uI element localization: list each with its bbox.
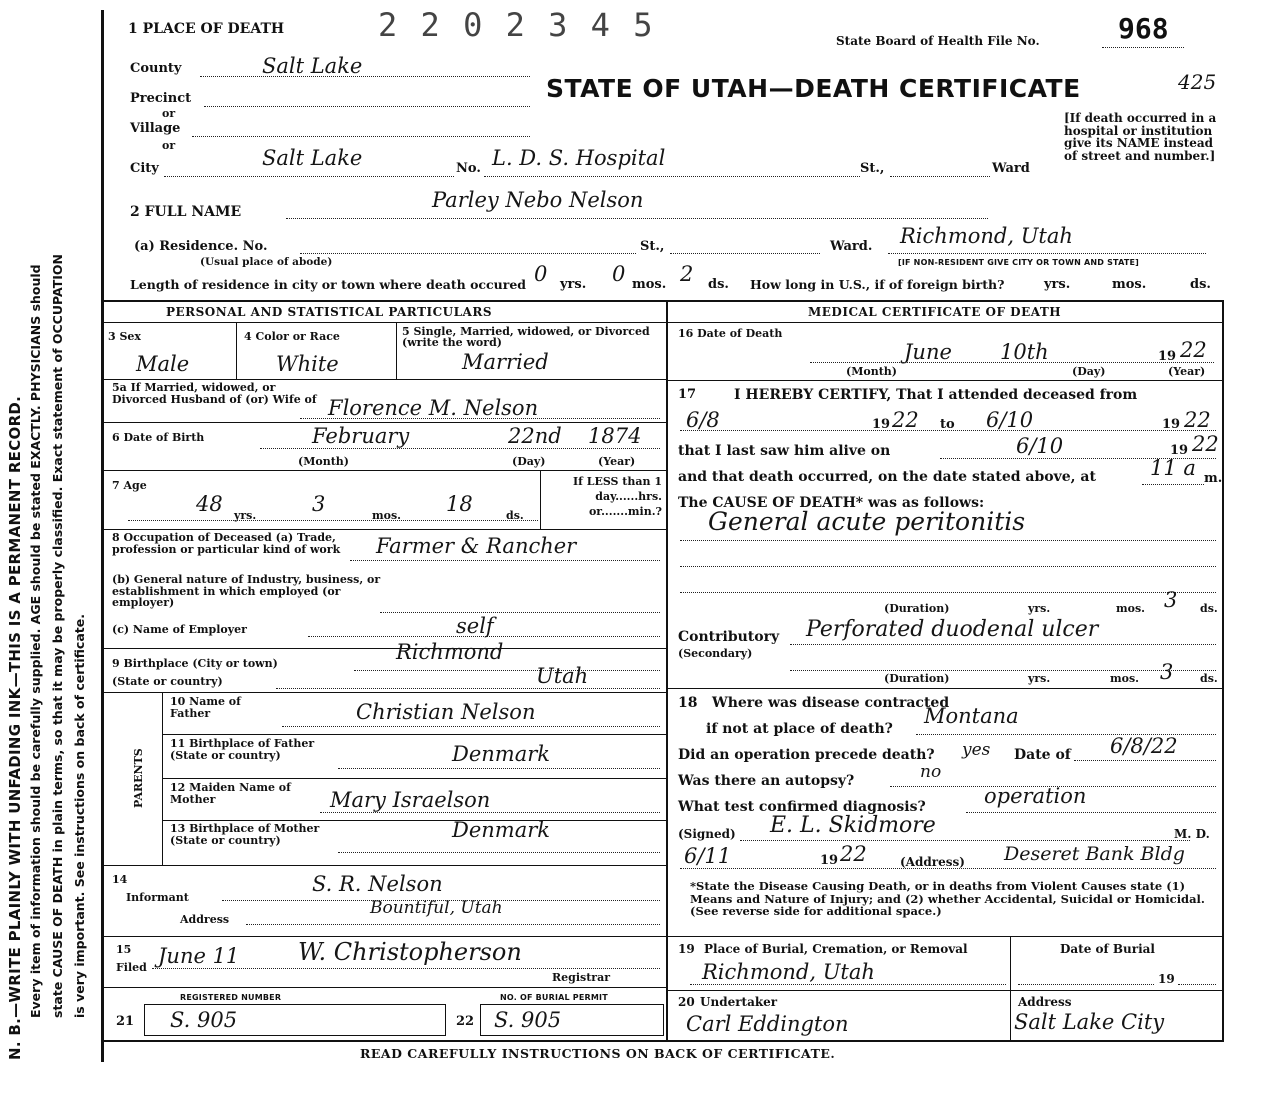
death-date-label: 16 Date of Death [678,327,783,340]
disease-contracted-label-2: if not at place of death? [706,721,893,737]
disease-contracted-value: Montana [924,704,1019,728]
attended-to-year-prefix: 19 [1162,417,1181,432]
contributory-cause-value: Perforated duodenal ulcer [806,617,1099,642]
color-race-label: 4 Color or Race [244,330,340,343]
certificate-title: STATE OF UTAH—DEATH CERTIFICATE [546,74,1081,103]
filed-number: 15 [116,943,132,956]
parents-label: PARENTS [132,748,145,808]
signed-year-prefix: 19 [820,853,839,868]
dob-month-value: February [312,424,410,448]
death-year-value: 22 [1180,338,1207,362]
dob-year-caption: (Year) [598,455,636,468]
age-less-than-day-label: If LESS than 1 day......hrs. or.......min.? [573,475,662,518]
burial-year-prefix: 19 [1158,972,1175,986]
death-time-value: 11 a [1150,456,1196,480]
certificate-number: 2 2 0 2 3 4 5 [378,6,655,44]
duration-value-2: 3 [1160,660,1174,684]
occupation-label: 8 Occupation of Deceased (a) Trade, profession or particular kind of work [112,531,341,556]
residence-yrs-value: 0 [534,262,548,286]
residence-mos-value: 0 [612,262,626,286]
birthplace-city-value: Richmond [396,640,504,664]
last-saw-label: that I last saw him alive on [678,443,891,459]
residence-mos-label: mos. [632,277,667,292]
time-in-us-label: How long in U.S., if of foreign birth? [750,277,1005,292]
signed-year-value: 22 [840,842,867,866]
city-label: City [130,161,159,176]
attended-to-year: 22 [1184,408,1211,432]
death-day-value: 10th [1000,340,1049,364]
attended-from-year: 22 [892,408,919,432]
place-of-death-label: 1 PLACE OF DEATH [128,21,285,37]
residence-sublabel: (Usual place of abode) [200,256,333,268]
test-confirmed-value: operation [984,784,1087,808]
secondary-label: (Secondary) [678,647,753,660]
residence-yrs-label: yrs. [560,277,587,292]
death-year-prefix: 19 [1158,349,1177,364]
county-label: County [130,61,182,76]
residence-label: (a) Residence. No. [134,239,268,254]
precinct-label: Precinct [130,91,192,106]
informant-address-value: Bountiful, Utah [370,898,503,918]
duration-label-2: (Duration) [884,672,950,685]
city-value: Salt Lake [262,146,363,170]
death-month-value: June [904,340,952,364]
last-saw-year-prefix: 19 [1170,443,1189,458]
residence-ds-label: ds. [708,277,729,292]
or-label-1: or [162,107,176,120]
signed-address-label: (Address) [900,855,965,869]
signed-label: (Signed) [678,827,736,841]
attended-from-date: 6/8 [686,408,720,432]
footer-instructions: READ CAREFULLY INSTRUCTIONS ON BACK OF CERTIFICATE. [360,1046,836,1061]
full-name-value: Parley Nebo Nelson [432,188,644,212]
spouse-label: 5a If Married, widowed, or Divorced Husband of (or) Wife of [112,381,317,406]
or-label-2: or [162,139,176,152]
burial-permit-value: S. 905 [494,1008,562,1032]
certify-number: 17 [678,387,697,402]
mother-name-value: Mary Israelson [330,788,491,812]
filed-label: Filed [116,961,147,974]
informant-number: 14 [112,873,128,886]
registered-number-prefix: 21 [116,1014,135,1029]
cause-of-death-value: General acute peritonitis [708,507,1026,536]
cause-of-death-label: The CAUSE OF DEATH* was as follows: [678,495,985,511]
employer-label: (c) Name of Employer [112,623,247,636]
marital-status-value: Married [462,350,549,374]
mother-birthplace-label: 13 Birthplace of Mother (State or country) [170,822,320,847]
us-ds-label: ds. [1190,277,1211,292]
personal-heading: PERSONAL AND STATISTICAL PARTICULARS [166,305,493,319]
file-no-label: State Board of Health File No. [836,34,1040,48]
margin-instruction-2: Every item of information should be carefully supplied. AGE should be stated EXACTLY. PHYSICIANS should [28,264,43,1018]
last-saw-year: 22 [1192,432,1219,456]
birthplace-state-value: Utah [536,664,589,688]
duration-ds-label-2: ds. [1200,672,1218,685]
occupation-value: Farmer & Rancher [376,534,577,558]
age-mos-value: 3 [312,492,326,516]
attended-to-date: 6/10 [986,408,1034,432]
center-divider-rule [666,302,668,1042]
burial-permit-label: NO. OF BURIAL PERMIT [500,993,608,1002]
death-time-label: and that death occurred, on the date stated above, at [678,469,1096,485]
dob-day-value: 22nd [508,424,562,448]
age-yrs-label: yrs. [234,509,257,522]
duration-ds-label-1: ds. [1200,602,1218,615]
dob-month-caption: (Month) [298,455,349,468]
duration-mos-label-2: mos. [1110,672,1139,685]
burial-place-label: Place of Burial, Cremation, or Removal [704,942,968,956]
duration-yrs-label-1: yrs. [1028,602,1051,615]
father-birthplace-value: Denmark [452,742,550,766]
full-name-label: 2 FULL NAME [130,204,242,220]
undertaker-label: Undertaker [700,995,778,1009]
operation-label: Did an operation precede death? [678,747,935,763]
marital-status-label: 5 Single, Married, widowed, or Divorced (write the word) [402,325,650,349]
age-ds-label: ds. [506,509,524,522]
residence-ds-value: 2 [680,262,694,286]
margin-instruction-4: is very important. See instructions on back of certificate. [72,614,87,1018]
county-value: Salt Lake [262,54,363,78]
street-no-label: No. [456,161,481,176]
residence-ward-value: Richmond, Utah [900,224,1073,248]
filed-date-value: June 11 [158,944,240,968]
nonresident-note: [IF NON-RESIDENT GIVE CITY OR TOWN AND STATE] [898,258,1140,267]
age-yrs-value: 48 [196,492,223,516]
file-no-value: 968 [1118,12,1169,45]
duration-value-1: 3 [1164,588,1178,612]
dob-day-caption: (Day) [512,455,546,468]
us-yrs-label: yrs. [1044,277,1071,292]
physician-signature: E. L. Skidmore [770,813,936,838]
industry-label: (b) General nature of Industry, business, or establishment in which employed (or employer) [112,573,381,609]
employer-value: self [456,614,494,638]
attended-to-label: to [940,417,955,432]
dob-label: 6 Date of Birth [112,431,205,444]
father-birthplace-label: 11 Birthplace of Father (State or country) [170,737,315,762]
undertaker-number: 20 [678,995,695,1009]
mother-birthplace-value: Denmark [452,818,550,842]
dob-year-value: 1874 [588,424,642,448]
burial-permit-prefix: 22 [456,1014,475,1029]
burial-number: 19 [678,942,695,956]
signed-address-value: Deseret Bank Bldg [1004,843,1185,865]
birthplace-label: 9 Birthplace (City or town) [112,657,278,670]
death-month-caption: (Month) [846,365,897,378]
death-day-caption: (Day) [1072,365,1106,378]
contributory-label: Contributory [678,629,780,645]
ward-label: Ward [992,161,1030,176]
md-label: M. D. [1174,827,1210,841]
mother-name-label: 12 Maiden Name of Mother [170,781,291,806]
disease-contracted-label: Where was disease contracted [712,695,950,711]
father-name-value: Christian Nelson [356,700,536,724]
operation-value: yes [962,740,991,760]
title-annotation: 425 [1178,70,1217,94]
hospital-note: [If death occurred in a hospital or institution give its NAME instead of street and number.] [1064,111,1217,163]
disease-contracted-number: 18 [678,695,698,711]
residence-st-label: St., [640,239,665,254]
residence-ward-label: Ward. [830,239,873,254]
informant-value: S. R. Nelson [312,872,443,896]
sex-label: 3 Sex [108,330,141,343]
duration-label-1: (Duration) [884,602,950,615]
attended-from-year-prefix: 19 [872,417,891,432]
informant-label: Informant [126,891,189,904]
operation-date-label: Date of [1014,747,1071,763]
hospital-name-value: L. D. S. Hospital [492,146,666,170]
us-mos-label: mos. [1112,277,1147,292]
spouse-value: Florence M. Nelson [328,396,539,420]
autopsy-label: Was there an autopsy? [678,773,855,789]
left-frame-rule [101,10,104,1062]
duration-yrs-label-2: yrs. [1028,672,1051,685]
cause-footnote: *State the Disease Causing Death, or in deaths from Violent Causes state (1) Means and Nature of Injury; and (2) whether Accidental, Suicidal or Homicidal. (See reverse side for additional space.) [690,879,1205,918]
age-mos-label: mos. [372,509,401,522]
registered-number-label: REGISTERED NUMBER [180,993,282,1002]
operation-date-value: 6/8/22 [1110,734,1178,758]
margin-instruction-1: N. B.—WRITE PLAINLY WITH UNFADING INK—THIS IS A PERMANENT RECORD. [6,395,24,1060]
margin-instruction-3: state CAUSE OF DEATH in plain terms, so that it may be properly classified. Exact statement of OCCUPATION [50,254,65,1018]
autopsy-value: no [920,762,942,782]
sex-value: Male [136,352,190,376]
village-label: Village [130,121,181,136]
undertaker-address-label: Address [1018,995,1072,1009]
birthplace-state-label: (State or country) [112,675,223,688]
bottom-frame-rule [104,1040,1224,1042]
burial-place-value: Richmond, Utah [702,960,875,984]
age-ds-value: 18 [446,492,473,516]
st-label: St., [860,161,885,176]
age-label: 7 Age [112,479,147,492]
registrar-signature: W. Christopherson [298,938,522,966]
signed-date-value: 6/11 [684,844,732,868]
certify-statement: I HEREBY CERTIFY, That I attended deceased from [734,387,1138,403]
informant-address-label: Address [180,913,230,926]
medical-heading: MEDICAL CERTIFICATE OF DEATH [808,305,1062,319]
last-saw-date: 6/10 [1016,434,1064,458]
registrar-label: Registrar [552,971,611,984]
death-time-meridian-label: m. [1204,471,1223,486]
death-year-caption: (Year) [1168,365,1206,378]
father-name-label: 10 Name of Father [170,695,241,720]
duration-mos-label-1: mos. [1116,602,1145,615]
undertaker-address-value: Salt Lake City [1014,1010,1165,1034]
registered-number-value: S. 905 [170,1008,238,1032]
undertaker-value: Carl Eddington [686,1012,849,1036]
right-frame-rule [1222,302,1224,1042]
color-race-value: White [276,352,339,376]
length-of-residence-label: Length of residence in city or town where death occured [130,277,527,292]
burial-date-label: Date of Burial [1060,942,1155,956]
top-separator-rule [104,300,1224,302]
test-confirmed-label: What test confirmed diagnosis? [678,799,926,815]
